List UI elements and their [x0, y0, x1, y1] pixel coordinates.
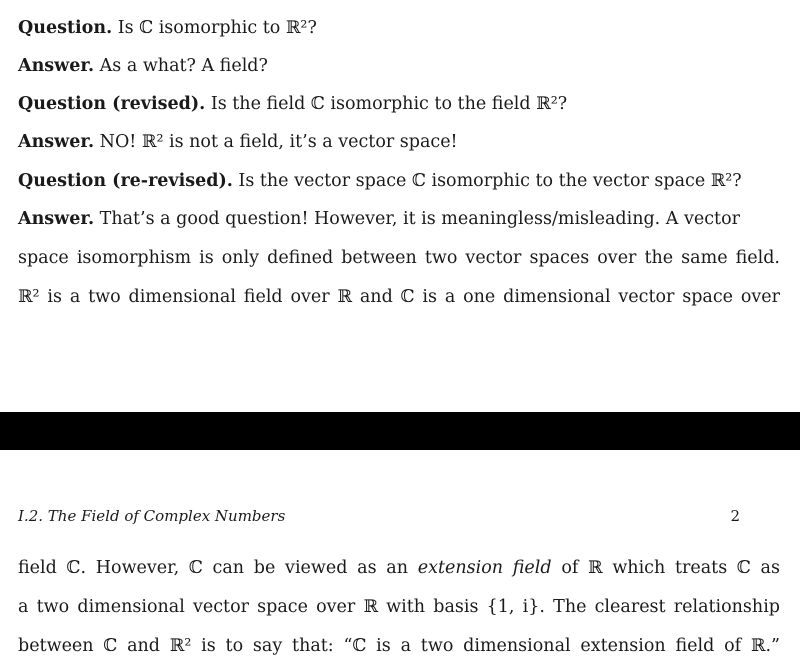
question-label: Question (re-revised).	[18, 171, 233, 191]
answer-label: Answer.	[18, 209, 95, 229]
body-line-1	[18, 556, 780, 580]
question-text: Is the field ℂ isomorphic to the field ℝ²?	[210, 94, 568, 114]
question-3	[18, 169, 780, 193]
emphasis-text: extension field	[417, 558, 552, 578]
body-line-3: between ℂ and ℝ² is to say that: “ℂ is a two dimensional extension field of ℝ.”	[18, 636, 780, 656]
answer-2	[18, 130, 780, 154]
answer-text: NO! ℝ² is not a field, it’s a vector space!	[99, 132, 458, 152]
section-title: I.2. The Field of Complex Numbers	[18, 507, 286, 525]
page-divider	[0, 412, 800, 450]
answer-label: Answer.	[18, 132, 95, 152]
answer-text: That’s a good question! However, it is meaningless/misleading. A vector	[99, 209, 740, 229]
answer-1	[18, 54, 780, 78]
question-label: Question.	[18, 18, 113, 38]
answer-3-line-2: space isomorphism is only defined between two vector spaces over the same field.	[18, 248, 780, 268]
body-line-2: a two dimensional vector space over ℝ with basis {1, i}. The clearest relationship	[18, 597, 780, 617]
answer-text: As a what? A field?	[99, 56, 268, 76]
page-number: 2	[730, 507, 740, 525]
page-header	[18, 505, 740, 527]
body-text: field ℂ. However, ℂ can be viewed as an	[18, 558, 409, 578]
question-2	[18, 92, 780, 116]
answer-3-line-3: ℝ² is a two dimensional field over ℝ and ℂ is a one dimensional vector space over	[18, 287, 780, 307]
answer-label: Answer.	[18, 56, 95, 76]
body-text: of ℝ which treats ℂ as	[561, 558, 780, 578]
question-text: Is the vector space ℂ isomorphic to the vector space ℝ²?	[238, 171, 742, 191]
question-label: Question (revised).	[18, 94, 206, 114]
question-1	[18, 16, 780, 40]
question-text: Is ℂ isomorphic to ℝ²?	[117, 18, 317, 38]
answer-3	[18, 207, 780, 231]
